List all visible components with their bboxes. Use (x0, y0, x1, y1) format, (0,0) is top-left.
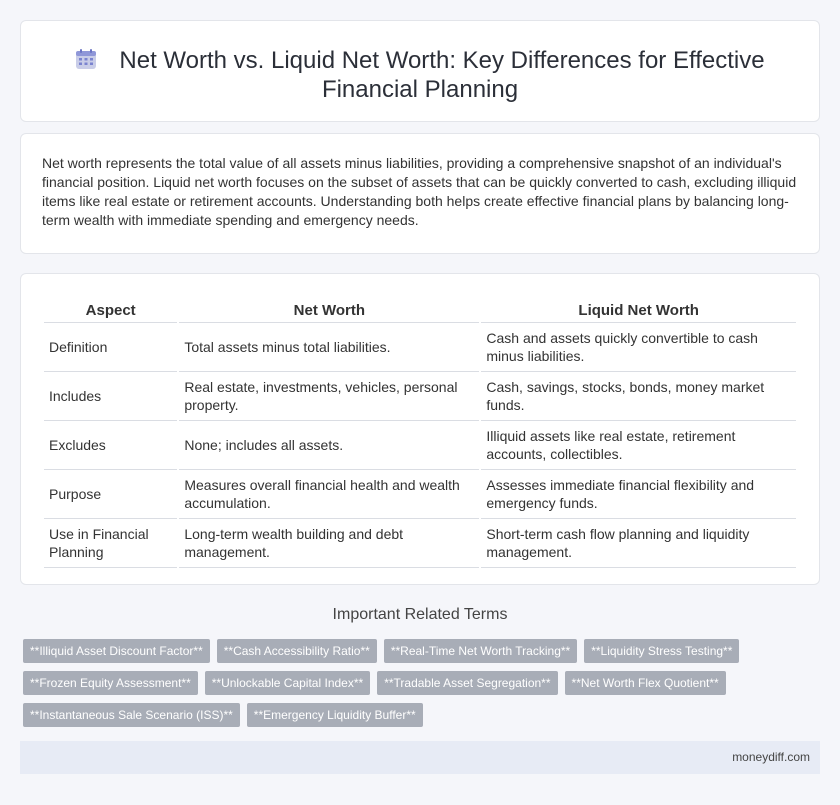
table-cell: Cash and assets quickly convertible to cash minus liabilities. (481, 323, 796, 372)
table-cell: Definition (44, 323, 177, 372)
table-cell: Long-term wealth building and debt management. (179, 519, 479, 568)
footer (20, 741, 820, 774)
comparison-table (42, 294, 798, 568)
related-term-tag[interactable]: **Real-Time Net Worth Tracking** (384, 639, 577, 663)
table-cell: Excludes (44, 421, 177, 470)
calendar-icon (75, 48, 97, 70)
page-title (61, 46, 779, 104)
related-term-tag[interactable]: **Instantaneous Sale Scenario (ISS)** (23, 703, 240, 727)
related-term-tag[interactable]: **Emergency Liquidity Buffer** (247, 703, 423, 727)
table-cell: Real estate, investments, vehicles, personal property. (179, 372, 479, 421)
table-row (44, 372, 796, 421)
column-header-net-worth: Net Worth (179, 294, 479, 323)
table-row (44, 421, 796, 470)
related-term-tag[interactable]: **Net Worth Flex Quotient** (565, 671, 726, 695)
footer-site-link[interactable]: moneydiff.com (732, 750, 810, 764)
header-card (20, 20, 820, 122)
related-term-tag[interactable]: **Illiquid Asset Discount Factor** (23, 639, 210, 663)
table-cell: Use in Financial Planning (44, 519, 177, 568)
table-header-row (44, 294, 796, 323)
table-row (44, 519, 796, 568)
column-header-aspect: Aspect (44, 294, 177, 323)
table-row (44, 470, 796, 519)
table-cell: Purpose (44, 470, 177, 519)
table-row (44, 323, 796, 372)
related-term-tag[interactable]: **Unlockable Capital Index** (205, 671, 370, 695)
intro-card (20, 133, 820, 254)
table-cell: Measures overall financial health and wealth accumulation. (179, 470, 479, 519)
table-cell: Total assets minus total liabilities. (179, 323, 479, 372)
table-cell: Includes (44, 372, 177, 421)
related-terms-title: Important Related Terms (332, 606, 508, 623)
related-terms-list (23, 639, 763, 727)
table-cell: Assesses immediate financial flexibility and emergency funds. (481, 470, 796, 519)
related-term-tag[interactable]: **Cash Accessibility Ratio** (217, 639, 377, 663)
comparison-card (20, 273, 820, 585)
related-term-tag[interactable]: **Tradable Asset Segregation** (377, 671, 557, 695)
intro-paragraph: Net worth represents the total value of all assets minus liabilities, providing a comprehensive snapshot of an individual's financial position. Liquid net worth focuses on the subset of assets that can be quickly converted to cash, excluding illiquid items like real estate or retirement accounts. Understanding both helps create effective financial plans by balancing long-term wealth with immediate spending and emergency needs. (42, 155, 797, 228)
column-header-liquid-net-worth: Liquid Net Worth (481, 294, 796, 323)
table-cell: Cash, savings, stocks, bonds, money market funds. (481, 372, 796, 421)
page-title-text: Net Worth vs. Liquid Net Worth: Key Differences for Effective Financial Planning (119, 47, 765, 103)
related-term-tag[interactable]: **Liquidity Stress Testing** (584, 639, 739, 663)
table-cell: Illiquid assets like real estate, retirement accounts, collectibles. (481, 421, 796, 470)
table-cell: None; includes all assets. (179, 421, 479, 470)
related-term-tag[interactable]: **Frozen Equity Assessment** (23, 671, 198, 695)
table-cell: Short-term cash flow planning and liquidity management. (481, 519, 796, 568)
